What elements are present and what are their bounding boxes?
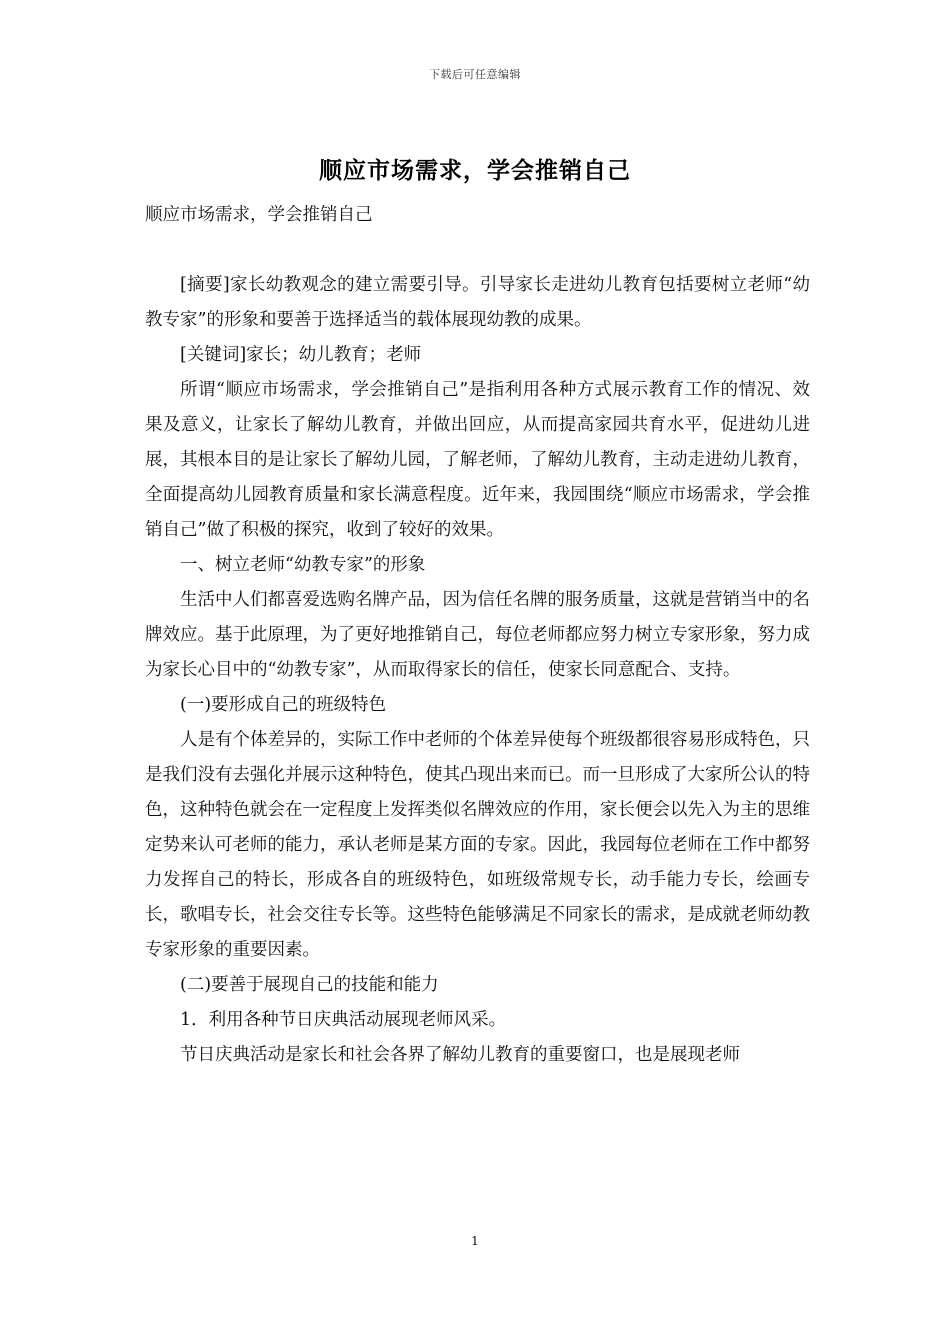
list-item-heading: 1．利用各种节日庆典活动展现老师风采。	[180, 1010, 507, 1030]
intro-paragraph: 所谓“顺应市场需求，学会推销自己”是指利用各种方式展示教育工作的情况、效果及意义，让家长了解幼儿教育，并做出回应，从而提高家园共育水平，促进幼儿进展，其根本目的是让家长了解幼儿园，了解老师，了解幼儿教育，主动走进幼儿教育，全面提高幼儿园教育质量和家长满意程度。近年来，我园围绕“顺应市场需求，学会推销自己”做了积极的探究，收到了较好的效果。	[145, 380, 810, 540]
subsection-heading-1: (一)要形成自己的班级特色	[180, 695, 387, 715]
section-heading-1: 一、树立老师“幼教专家”的形象	[180, 555, 426, 575]
body-paragraph: 生活中人们都喜爱选购名牌产品，因为信任名牌的服务质量，这就是营销当中的名牌效应。基于此原理，为了更好地推销自己，每位老师都应努力树立专家形象，努力成为家长心目中的“幼教专家”，从而取得家长的信任，使家长同意配合、支持。	[145, 590, 810, 680]
document-subtitle: 顺应市场需求，学会推销自己	[145, 205, 373, 225]
body-paragraph: 节日庆典活动是家长和社会各界了解幼儿教育的重要窗口，也是展现老师	[180, 1045, 740, 1065]
page-header-note: 下载后可任意编辑	[429, 68, 521, 81]
body-paragraph: 人是有个体差异的，实际工作中老师的个体差异使每个班级都很容易形成特色，只是我们没有去强化并展示这种特色，使其凸现出来而已。而一旦形成了大家所公认的特色，这种特色就会在一定程度上发挥类似名牌效应的作用，家长便会以先入为主的思维定势来认可老师的能力，承认老师是某方面的专家。因此，我园每位老师在工作中都努力发挥自己的特长，形成各自的班级特色，如班级常规专长，动手能力专长，绘画专长，歌唱专长，社会交往专长等。这些特色能够满足不同家长的需求，是成就老师幼教专家形象的重要因素。	[145, 730, 810, 960]
page-number: 1	[471, 1234, 479, 1248]
subsection-heading-2: (二)要善于展现自己的技能和能力	[180, 975, 439, 995]
document-title: 顺应市场需求，学会推销自己	[319, 157, 631, 184]
document-body	[145, 198, 810, 1073]
keywords-paragraph: [关键词]家长；幼儿教育；老师	[180, 345, 422, 365]
abstract-paragraph: [摘要]家长幼教观念的建立需要引导。引导家长走进幼儿教育包括要树立老师“幼教专家”的形象和要善于选择适当的载体展现幼教的成果。	[145, 275, 810, 330]
